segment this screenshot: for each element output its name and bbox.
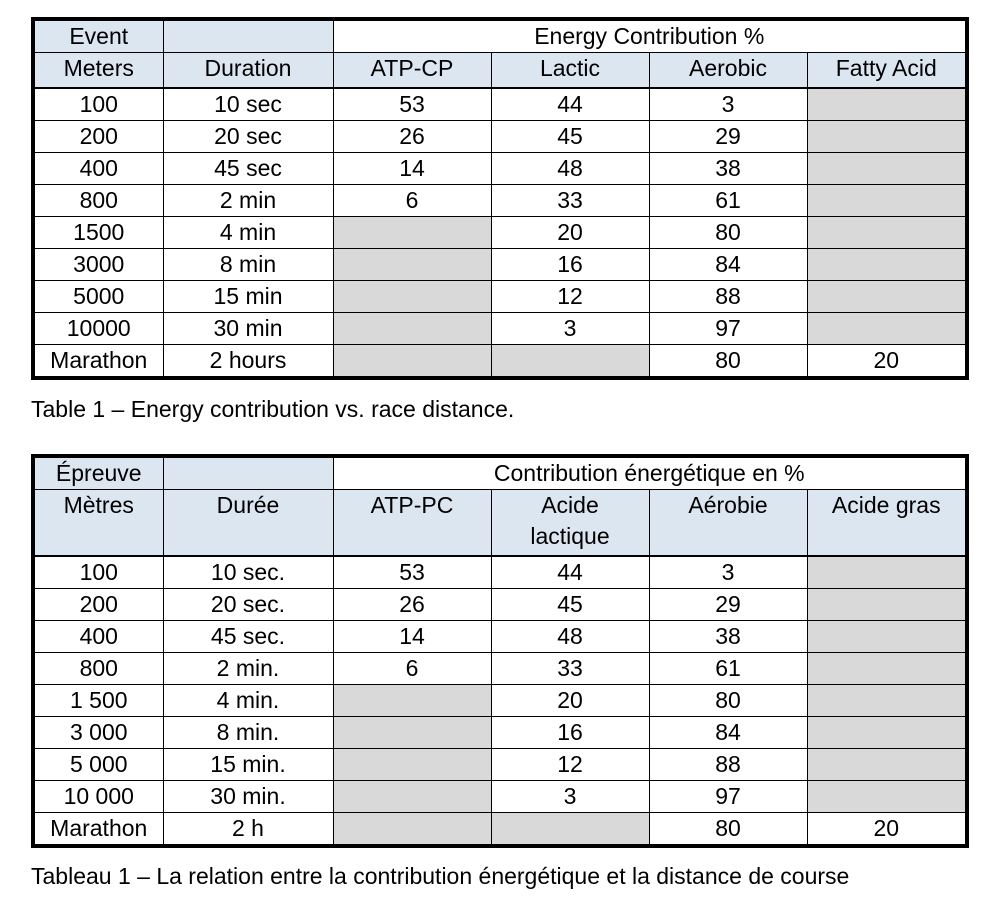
header-energy-contribution: Energy Contribution % bbox=[333, 19, 967, 53]
table-cell: 80 bbox=[649, 344, 807, 378]
header-blank bbox=[163, 19, 333, 53]
table-cell: 2 min bbox=[163, 184, 333, 216]
table-row bbox=[33, 216, 967, 248]
table-cell: 16 bbox=[491, 248, 649, 280]
table-cell bbox=[333, 748, 491, 780]
table-cell: 20 bbox=[491, 216, 649, 248]
table-row bbox=[33, 716, 967, 748]
table-cell: 12 bbox=[491, 280, 649, 312]
table-cell: Marathon bbox=[33, 812, 163, 846]
table-cell: 30 min bbox=[163, 312, 333, 344]
table-cell: 2 min. bbox=[163, 652, 333, 684]
table-cell: 38 bbox=[649, 620, 807, 652]
table-cell bbox=[807, 716, 967, 748]
table-cell bbox=[807, 120, 967, 152]
table-cell: 400 bbox=[33, 620, 163, 652]
table-cell bbox=[807, 312, 967, 344]
table-cell: 3 bbox=[649, 88, 807, 121]
header-atp-cp: ATP-CP bbox=[333, 53, 491, 88]
header-contribution-energetique: Contribution énergétique en % bbox=[333, 456, 967, 490]
table-cell: 44 bbox=[491, 88, 649, 121]
table-row bbox=[33, 812, 967, 846]
table-cell: 400 bbox=[33, 152, 163, 184]
table-cell: 800 bbox=[33, 184, 163, 216]
table-cell: 200 bbox=[33, 588, 163, 620]
table-cell: 10 000 bbox=[33, 780, 163, 812]
header-acide-lactique: Acide lactique bbox=[491, 490, 649, 556]
table-cell bbox=[333, 280, 491, 312]
table-cell bbox=[807, 620, 967, 652]
table-row bbox=[33, 152, 967, 184]
table-cell: 2 h bbox=[163, 812, 333, 846]
table-cell: 1 500 bbox=[33, 684, 163, 716]
energy-table-en bbox=[31, 17, 969, 380]
table-cell: 45 sec bbox=[163, 152, 333, 184]
table-row bbox=[33, 248, 967, 280]
table-cell bbox=[807, 280, 967, 312]
table-cell bbox=[333, 248, 491, 280]
table-cell: 3 bbox=[649, 556, 807, 589]
table-cell: 20 sec. bbox=[163, 588, 333, 620]
table-cell: 10 sec. bbox=[163, 556, 333, 589]
table-cell: 26 bbox=[333, 588, 491, 620]
table-cell: 45 sec. bbox=[163, 620, 333, 652]
header-meters: Meters bbox=[33, 53, 163, 88]
table-cell bbox=[333, 684, 491, 716]
header-duree: Durée bbox=[163, 490, 333, 556]
table-row bbox=[33, 684, 967, 716]
table-cell: 14 bbox=[333, 152, 491, 184]
table-cell bbox=[807, 652, 967, 684]
table-cell: 33 bbox=[491, 184, 649, 216]
table-cell bbox=[333, 780, 491, 812]
table-cell: 61 bbox=[649, 652, 807, 684]
table-cell: 26 bbox=[333, 120, 491, 152]
table-cell: 84 bbox=[649, 248, 807, 280]
table-cell: 5000 bbox=[33, 280, 163, 312]
header-aerobie: Aérobie bbox=[649, 490, 807, 556]
header-fatty-acid: Fatty Acid bbox=[807, 53, 967, 88]
table-cell: 6 bbox=[333, 652, 491, 684]
table-cell: 53 bbox=[333, 88, 491, 121]
table-cell bbox=[491, 344, 649, 378]
table-cell: 20 bbox=[807, 812, 967, 846]
table-cell: 5 000 bbox=[33, 748, 163, 780]
table-cell bbox=[807, 748, 967, 780]
table-cell bbox=[807, 248, 967, 280]
table-row bbox=[33, 556, 967, 589]
table-cell bbox=[333, 812, 491, 846]
table-cell: 97 bbox=[649, 780, 807, 812]
table-cell: Marathon bbox=[33, 344, 163, 378]
header-acide-gras: Acide gras bbox=[807, 490, 967, 556]
table-row bbox=[33, 184, 967, 216]
table-cell: 48 bbox=[491, 152, 649, 184]
table-cell: 88 bbox=[649, 748, 807, 780]
table-caption-fr: Tableau 1 – La relation entre la contribution énergétique et la distance de course bbox=[31, 863, 850, 889]
table-cell: 45 bbox=[491, 588, 649, 620]
header-atp-pc: ATP-PC bbox=[333, 490, 491, 556]
table-cell: 33 bbox=[491, 652, 649, 684]
table-cell: 44 bbox=[491, 556, 649, 589]
table-cell: 80 bbox=[649, 812, 807, 846]
table-cell bbox=[807, 216, 967, 248]
table-cell: 200 bbox=[33, 120, 163, 152]
table-cell: 10000 bbox=[33, 312, 163, 344]
table-cell: 20 sec bbox=[163, 120, 333, 152]
table-row bbox=[33, 280, 967, 312]
table-row bbox=[33, 88, 967, 121]
table-cell bbox=[807, 780, 967, 812]
header-event: Event bbox=[33, 19, 163, 53]
table-cell: 53 bbox=[333, 556, 491, 589]
table-cell: 48 bbox=[491, 620, 649, 652]
table-row bbox=[33, 344, 967, 378]
table-cell: 88 bbox=[649, 280, 807, 312]
table-cell: 8 min. bbox=[163, 716, 333, 748]
table-cell: 2 hours bbox=[163, 344, 333, 378]
table-cell: 3 000 bbox=[33, 716, 163, 748]
header-aerobic: Aerobic bbox=[649, 53, 807, 88]
table-cell bbox=[333, 716, 491, 748]
table-cell: 12 bbox=[491, 748, 649, 780]
table-cell: 80 bbox=[649, 216, 807, 248]
table-cell: 61 bbox=[649, 184, 807, 216]
table-cell: 8 min bbox=[163, 248, 333, 280]
header-epreuve: Épreuve bbox=[33, 456, 163, 490]
table-cell: 6 bbox=[333, 184, 491, 216]
table-cell: 38 bbox=[649, 152, 807, 184]
table-cell: 3 bbox=[491, 312, 649, 344]
table-cell: 800 bbox=[33, 652, 163, 684]
table-cell bbox=[333, 312, 491, 344]
table-cell: 97 bbox=[649, 312, 807, 344]
table-cell: 29 bbox=[649, 588, 807, 620]
table-cell: 29 bbox=[649, 120, 807, 152]
table-cell bbox=[807, 184, 967, 216]
table-cell: 84 bbox=[649, 716, 807, 748]
table-cell: 30 min. bbox=[163, 780, 333, 812]
table-row bbox=[33, 120, 967, 152]
table-cell: 4 min. bbox=[163, 684, 333, 716]
header-blank bbox=[163, 456, 333, 490]
table-cell bbox=[491, 812, 649, 846]
table-cell: 20 bbox=[491, 684, 649, 716]
table-cell bbox=[807, 556, 967, 589]
table-cell: 16 bbox=[491, 716, 649, 748]
header-metres: Mètres bbox=[33, 490, 163, 556]
table-cell: 4 min bbox=[163, 216, 333, 248]
table-cell: 14 bbox=[333, 620, 491, 652]
table-cell: 10 sec bbox=[163, 88, 333, 121]
table-cell bbox=[333, 344, 491, 378]
table-caption-en: Table 1 – Energy contribution vs. race distance. bbox=[31, 396, 515, 422]
table-cell: 15 min bbox=[163, 280, 333, 312]
table-cell: 45 bbox=[491, 120, 649, 152]
table-row bbox=[33, 312, 967, 344]
table-row bbox=[33, 588, 967, 620]
table-cell: 3000 bbox=[33, 248, 163, 280]
table-cell bbox=[807, 684, 967, 716]
table-cell: 20 bbox=[807, 344, 967, 378]
table-row bbox=[33, 620, 967, 652]
table-cell: 1500 bbox=[33, 216, 163, 248]
table-cell bbox=[807, 588, 967, 620]
table-cell: 100 bbox=[33, 556, 163, 589]
table-row bbox=[33, 748, 967, 780]
header-lactic: Lactic bbox=[491, 53, 649, 88]
energy-table-fr bbox=[31, 454, 969, 848]
table-cell bbox=[807, 152, 967, 184]
table-cell: 100 bbox=[33, 88, 163, 121]
table-cell: 15 min. bbox=[163, 748, 333, 780]
header-duration: Duration bbox=[163, 53, 333, 88]
table-cell bbox=[807, 88, 967, 121]
table-row bbox=[33, 780, 967, 812]
table-row bbox=[33, 652, 967, 684]
table-cell: 3 bbox=[491, 780, 649, 812]
table-cell bbox=[333, 216, 491, 248]
table-cell: 80 bbox=[649, 684, 807, 716]
